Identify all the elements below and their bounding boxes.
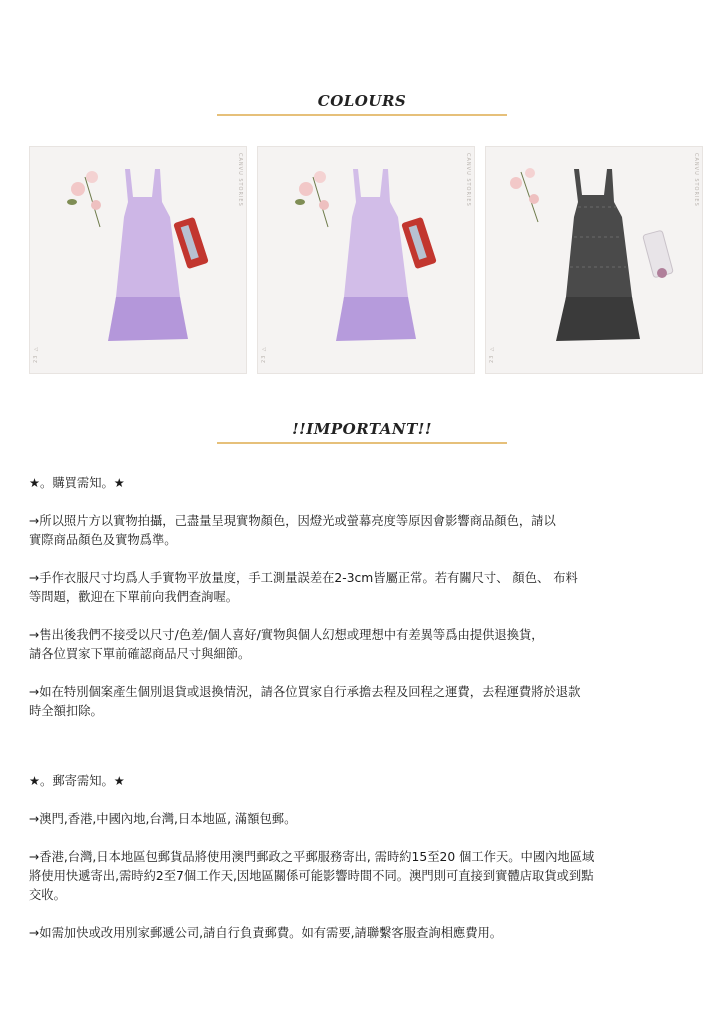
purchase-item: →如在特別個案產生個別退貨或退換情況，請各位買家自行承擔去程及回程之運費，去程運費將於退款 [29,685,581,699]
flower-icon [295,171,329,227]
product-photo-lavender-1[interactable] [29,146,247,374]
watermark-left: 23 ▷ [261,345,267,363]
watermark: CANVU STORIES [465,153,471,207]
purchase-item: 時全額扣除。 [29,704,103,718]
shipping-item: →澳門,香港,中國內地,台灣,日本地區, 滿額包郵。 [29,812,297,826]
shipping-notice [29,772,689,943]
wallet-icon [173,217,209,269]
shipping-item: 將使用快遞寄出,需時約2至7個工作天,因地區關係可能影響時間不同。澳門則可直接到實體店取貨或到點 [29,869,594,883]
important-heading [0,420,724,444]
shipping-item: →如需加快或改用別家郵遞公司,請自行負責郵費。如有需要,請聯繫客服查詢相應費用。 [29,926,503,940]
watermark-left: 23 ▷ [33,345,39,363]
colour-photos [29,146,699,376]
watermark: CANVU STORIES [237,153,243,207]
shipping-item: 交收。 [29,888,66,902]
dress-illustration [258,147,475,374]
colours-heading-text: COLOURS [317,92,407,110]
purchase-item: 等問題，歡迎在下單前向我們查詢喔。 [29,590,239,604]
shipping-item: →香港,台灣,日本地區包郵貨品將使用澳門郵政之平郵服務寄出, 需時約15至20 個工作天。中國內地區域 [29,850,595,864]
dress-shape [108,169,188,341]
shipping-title: ★。郵寄需知。★ [29,774,125,788]
purchase-notice [29,474,689,721]
purchase-item: →所以照片方以實物拍攝，己盡量呈現實物顏色，因燈光或螢幕亮度等原因會影響商品顏色，請以 [29,514,556,528]
product-photo-black[interactable] [485,146,703,374]
watermark-left: 23 ▷ [489,345,495,363]
wallet-icon [401,217,437,269]
dress-illustration [486,147,703,374]
dress-shape [336,169,416,341]
flower-icon [510,168,539,222]
important-heading-text: !!IMPORTANT!! [292,420,432,438]
important-underline [217,442,507,444]
product-photo-lavender-2[interactable] [257,146,475,374]
colours-heading [0,92,724,116]
purchase-item: →手作衣服尺寸均爲人手實物平放量度，手工測量誤差在2-3cm皆屬正常。若有關尺寸、 顏色、 布料 [29,571,578,585]
wallet-icon [643,230,674,278]
purchase-item: 實際商品顏色及實物爲準。 [29,533,177,547]
watermark: CANVU STORIES [693,153,699,207]
flower-icon [67,171,101,227]
purchase-item: →售出後我們不接受以尺寸/色差/個人喜好/實物與個人幻想或理想中有差異等爲由提供退換貨， [29,628,544,642]
dress-illustration [30,147,247,374]
dress-shape [556,169,640,341]
purchase-title: ★。購買需知。★ [29,476,125,490]
purchase-item: 請各位買家下單前確認商品尺寸與細節。 [29,647,251,661]
colours-underline [217,114,507,116]
